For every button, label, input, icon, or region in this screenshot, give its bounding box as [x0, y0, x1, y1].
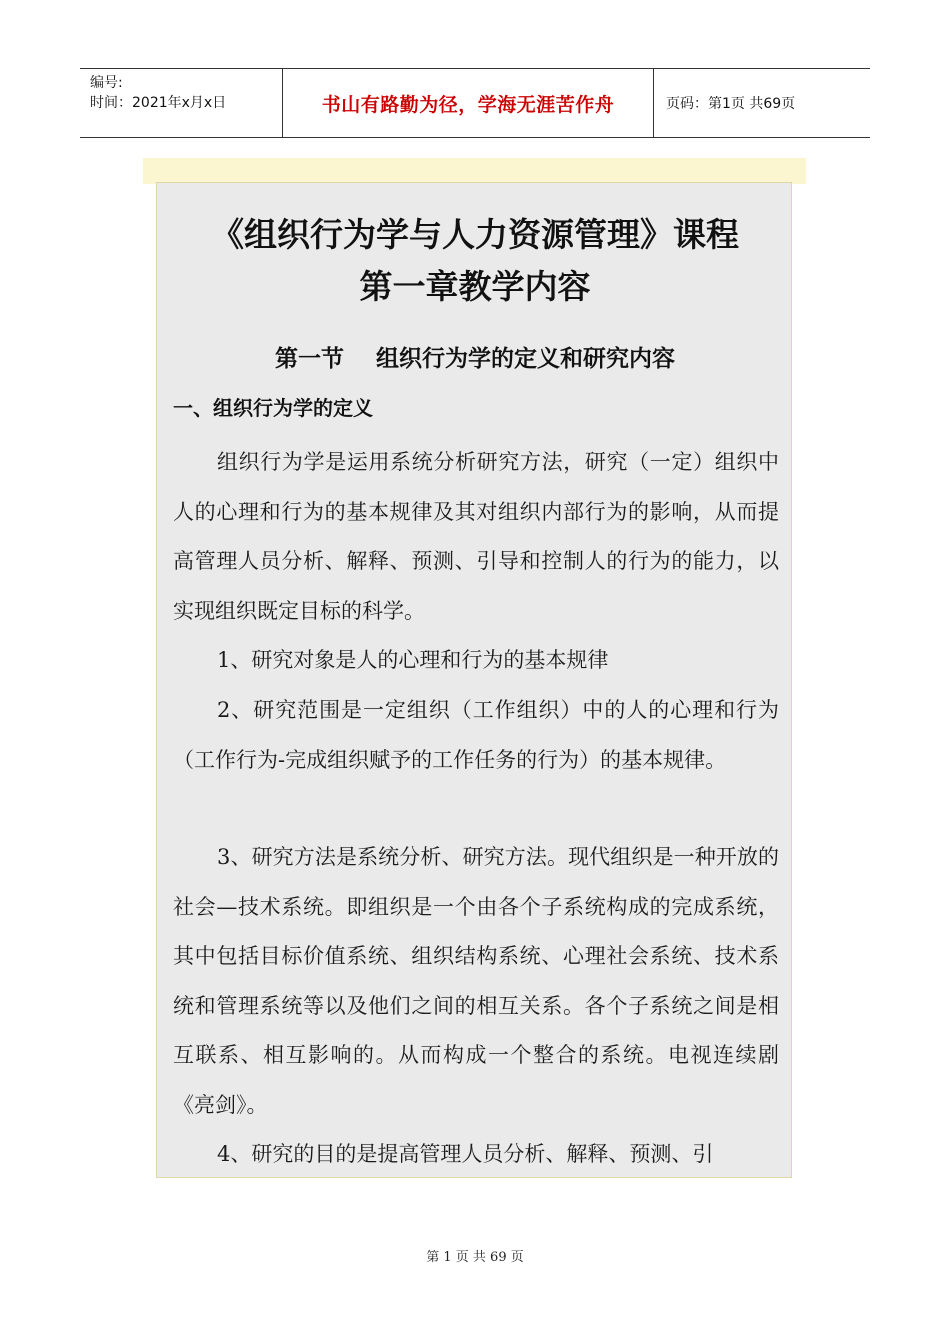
document-content [156, 182, 792, 1178]
document-title-line2: 第一章教学内容 [359, 267, 591, 306]
header-motto: 书山有路勤为径，学海无涯苦作舟 [282, 69, 654, 137]
document-title-line1: 《组织行为学与人力资源管理》课程 [211, 215, 739, 254]
header-page-info: 页码：第1页 共69页 [666, 96, 796, 112]
decorative-band [143, 158, 806, 184]
section-title: 第一节 组织行为学的定义和研究内容 [274, 346, 676, 372]
paragraph-point-3: 3、研究方法是系统分析、研究方法。现代组织是一种开放的社会—技术系统。即组织是一个由各个子系统构成的完成系统，其中包括目标价值系统、组织结构系统、心理社会系统、技术系统和管理系统等以及他们之间的相互关系。各个子系统之间是相互联系、相互影响的。从而构成一个整合的系统。电视连续剧《亮剑》。 [173, 845, 779, 1117]
header-meta-cell [80, 69, 282, 137]
page-header [80, 68, 870, 138]
date-label: 时间：2021年x月x日 [90, 95, 227, 111]
subsection-title: 一、组织行为学的定义 [173, 396, 373, 420]
page-footer: 第 1 页 共 69 页 [426, 1250, 524, 1265]
paragraph-point-4: 4、研究的目的是提高管理人员分析、解释、预测、引 [217, 1142, 714, 1166]
paragraph-definition: 组织行为学是运用系统分析研究方法，研究（一定）组织中人的心理和行为的基本规律及其对组织内部行为的影响，从而提高管理人员分析、解释、预测、引导和控制人的行为的能力，以实现组织既定目标的科学。 [173, 450, 779, 623]
serial-number-label: 编号: [90, 75, 123, 91]
paragraph-point-1: 1、研究对象是人的心理和行为的基本规律 [217, 648, 609, 672]
paragraph-point-2: 2、研究范围是一定组织（工作组织）中的人的心理和行为（工作行为-完成组织赋予的工作任务的行为）的基本规律。 [173, 698, 779, 772]
